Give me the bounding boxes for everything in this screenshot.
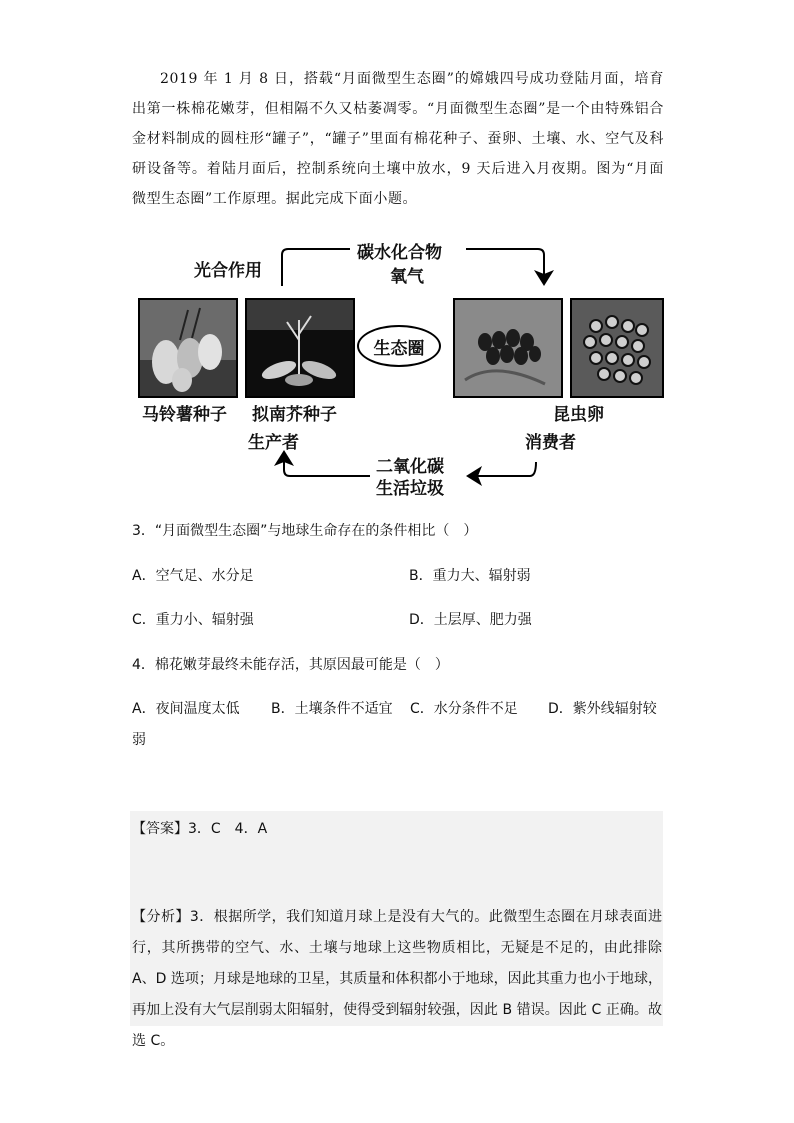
answer-line: 【答案】3．C 4．A — [132, 821, 268, 837]
question-4-stem: 4．棉花嫩芽最终未能存活，其原因最可能是（ ） — [132, 657, 449, 673]
label-photosynthesis: 光合作用 — [194, 261, 262, 281]
ecosystem-oval — [357, 325, 441, 367]
q4-option-c: C．水分条件不足 — [410, 701, 518, 717]
q4-option-b: B．土壤条件不适宜 — [271, 701, 393, 717]
bottom-flow-arrow-left — [284, 452, 370, 476]
bottom-flow-arrow-right — [468, 462, 536, 476]
eco-label: 生态圈 — [373, 338, 425, 359]
arabidopsis-seed-photo — [245, 298, 355, 398]
q3-option-d: D．土层厚、肥力强 — [409, 612, 532, 628]
question-3-stem: 3．“月面微型生态圈”与地球生命存在的条件相比（ ） — [132, 523, 478, 539]
label-potato-seed: 马铃薯种子 — [142, 405, 227, 425]
label-consumer: 消费者 — [525, 433, 576, 453]
top-flow-arrow — [282, 249, 350, 286]
q4-option-d: D．紫外线辐射较 — [548, 701, 657, 717]
q3-option-b: B．重力大、辐射弱 — [409, 568, 531, 584]
label-waste: 生活垃圾 — [376, 479, 444, 499]
top-flow-arrow-right — [466, 249, 544, 284]
q4-option-a: A．夜间温度太低 — [132, 701, 240, 717]
silkworm-eggs-photo-1 — [453, 298, 563, 398]
label-carbohydrate: 碳水化合物 — [357, 243, 442, 263]
label-insect-eggs: 昆虫卵 — [553, 405, 604, 425]
label-oxygen: 氧气 — [390, 267, 424, 287]
potato-seed-photo — [138, 298, 238, 398]
silkworm-eggs-photo-2 — [570, 298, 664, 398]
q3-option-c: C．重力小、辐射强 — [132, 612, 254, 628]
label-arabidopsis-seed: 拟南芥种子 — [252, 405, 337, 425]
intro-paragraph: 2019 年 1 月 8 日，搭载“月面微型生态圈”的嫦娥四号成功登陆月面，培育出第一株棉花嫩芽，但相隔不久又枯萎凋零。“月面微型生态圈”是一个由特殊铝合金材料制成的圆柱形“罐子”，“罐子”里面有棉花种子、蚕卵、土壤、水、空气及科研设备等。着陆月面后，控制系统向土壤中放水，9 天后进入月夜期。图为“月面微型生态圈”工作原理。据此完成下面小题。 — [132, 71, 664, 207]
analysis-text: 【分析】3．根据所学，我们知道月球上是没有大气的。此微型生态圈在月球表面进行，其所携带的空气、水、土壤与地球上这些物质相比，无疑是不足的，由此排除 A、D 选项；月球是地球的卫星，其质量和体积都小于地球，因此其重力也小于地球，再加上没有大气层削弱太阳辐射，使得受到辐射较强，因此 B 错误。因此 C 正确。故选 C。 — [132, 909, 662, 1049]
q4-option-d-wrap: 弱 — [132, 732, 146, 748]
q3-option-a: A．空气足、水分足 — [132, 568, 254, 584]
label-producer: 生产者 — [248, 433, 299, 453]
label-co2: 二氧化碳 — [376, 457, 444, 477]
